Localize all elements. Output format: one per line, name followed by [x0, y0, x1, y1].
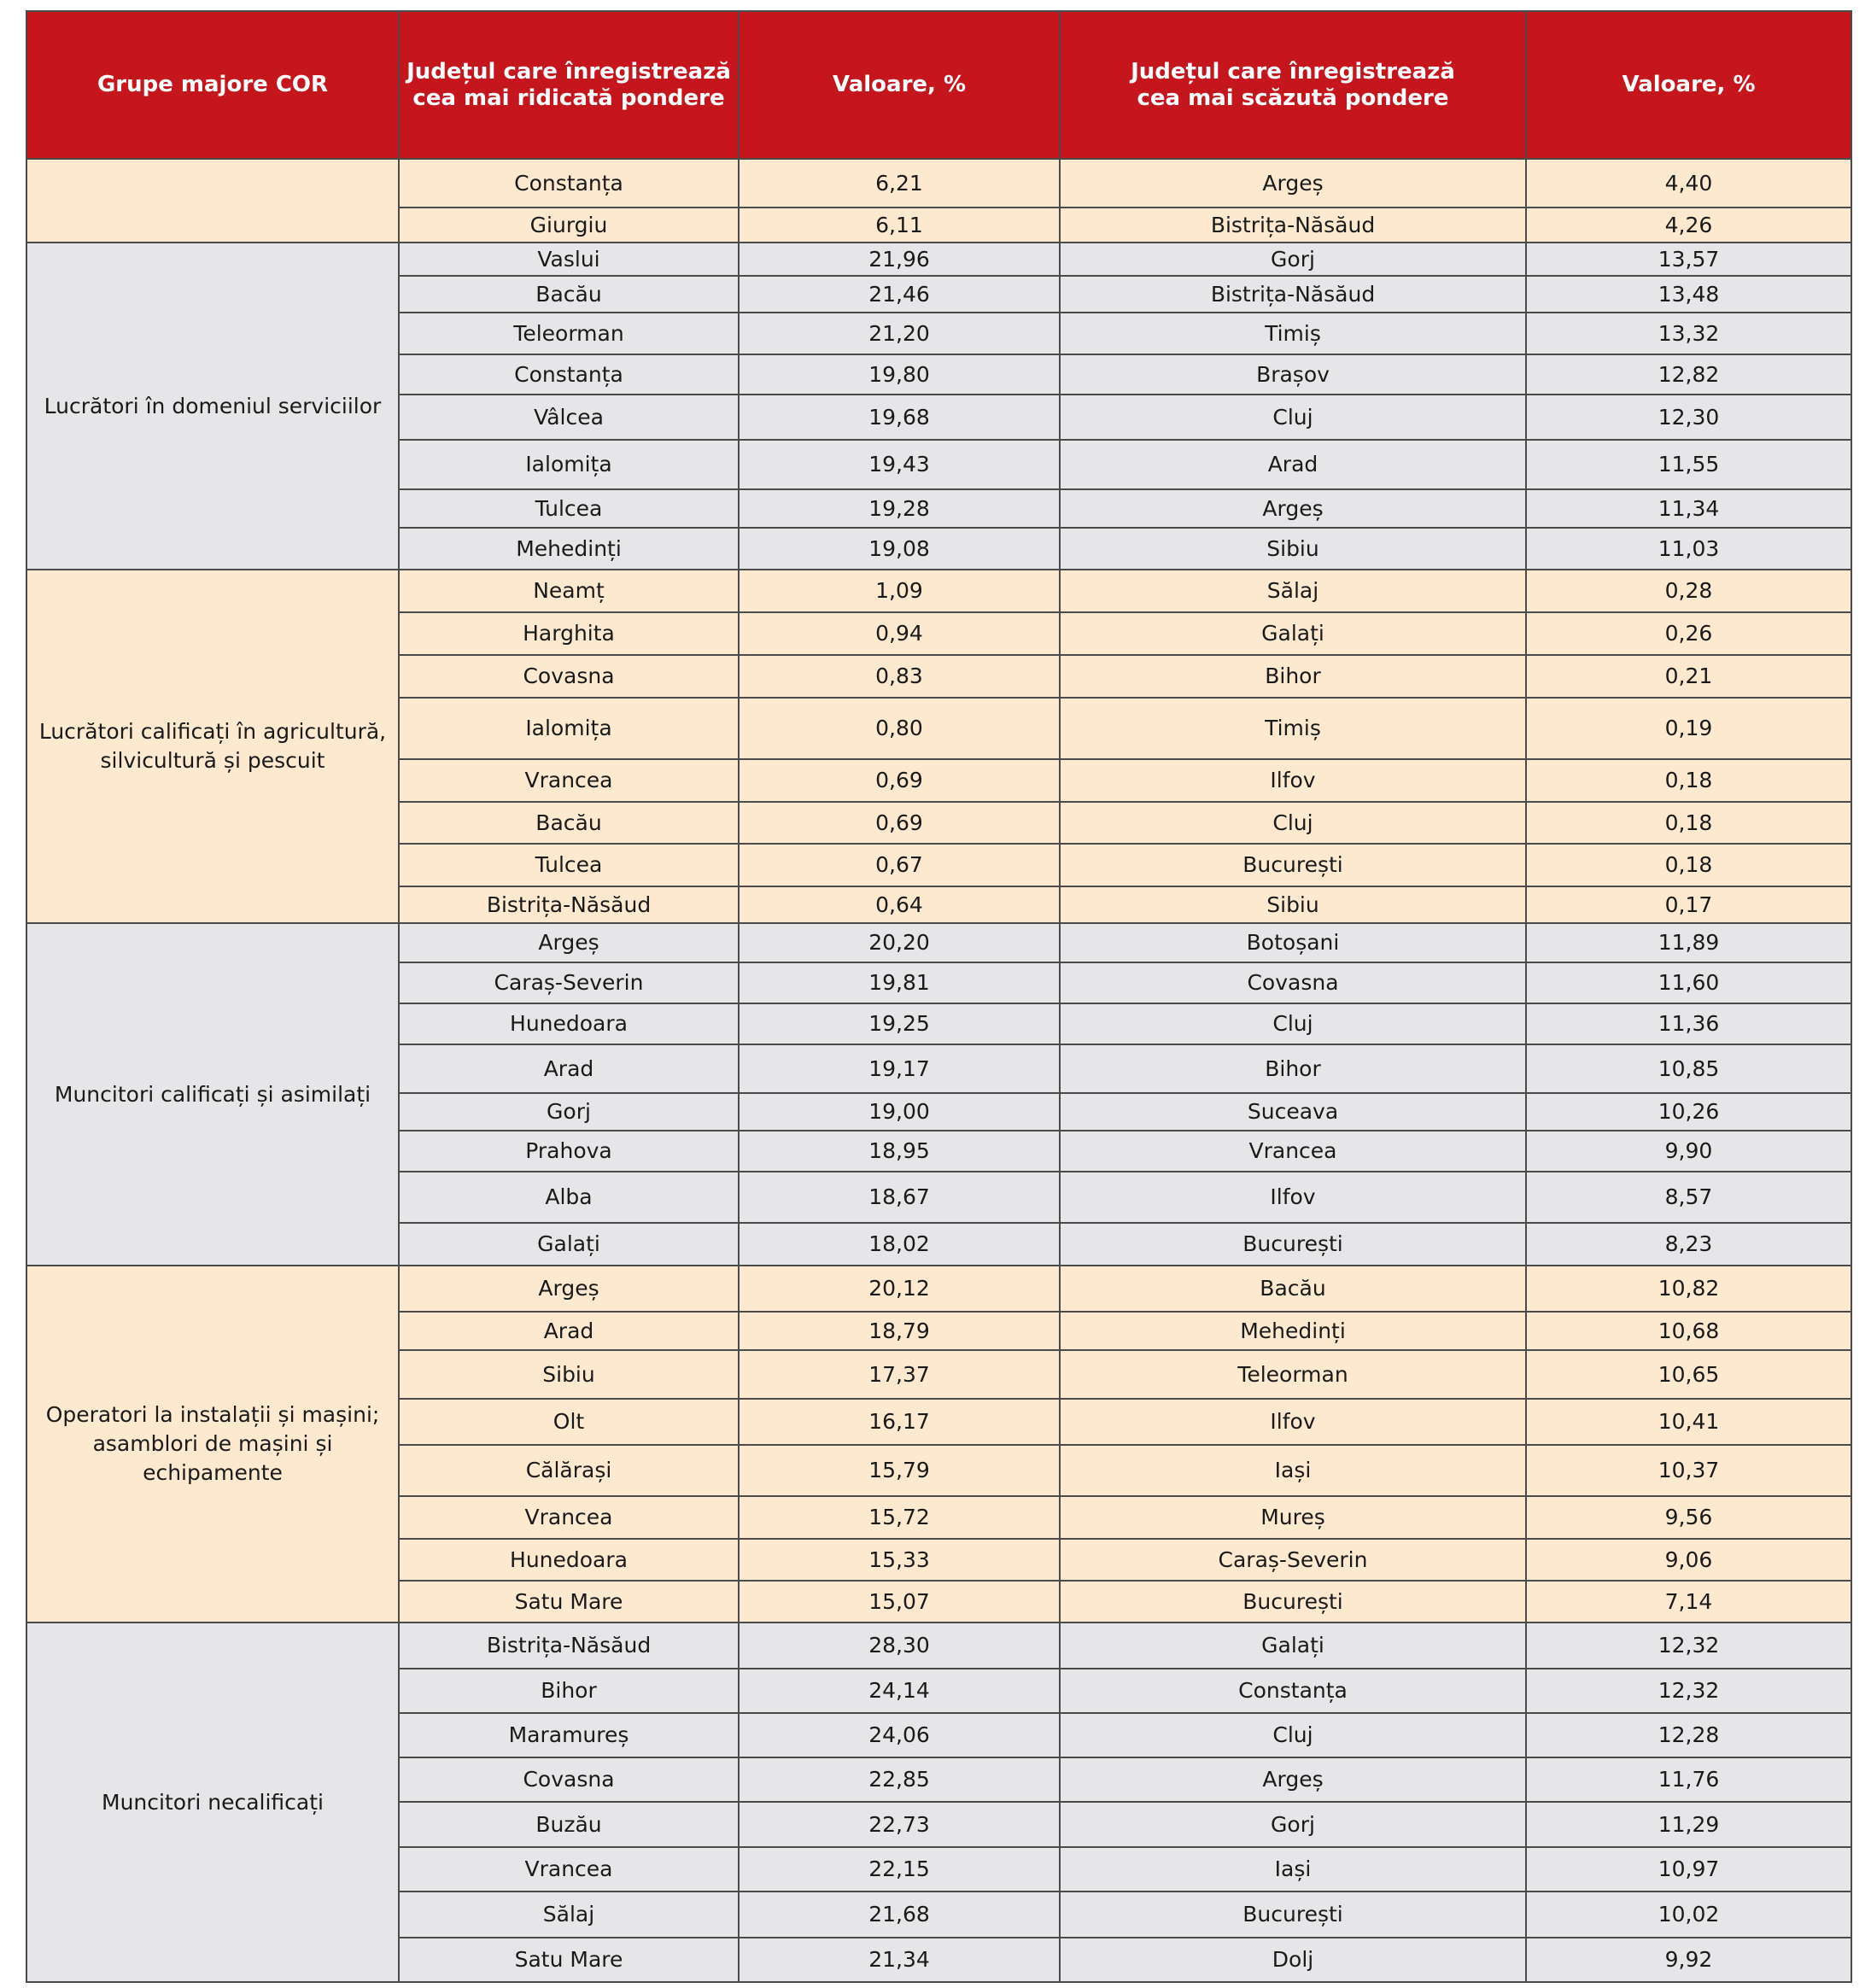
- highest-value-cell: 18,95: [739, 1131, 1060, 1172]
- highest-county-cell: Alba: [399, 1172, 739, 1223]
- highest-value-cell: 20,12: [739, 1266, 1060, 1312]
- header-lowest-county: Județul care înregistrează cea mai scăzută pondere: [1060, 11, 1526, 159]
- highest-county-cell: Galați: [399, 1223, 739, 1266]
- highest-county-cell: Bacău: [399, 276, 739, 313]
- highest-county-cell: Covasna: [399, 1757, 739, 1802]
- lowest-value-cell: 12,32: [1526, 1623, 1851, 1669]
- highest-county-cell: Bistrița-Năsăud: [399, 886, 739, 923]
- highest-county-cell: Bacău: [399, 802, 739, 844]
- header-row: [26, 11, 1851, 159]
- highest-value-cell: 15,72: [739, 1496, 1060, 1539]
- lowest-value-cell: 0,18: [1526, 759, 1851, 802]
- highest-value-cell: 19,80: [739, 354, 1060, 395]
- lowest-county-cell: Mehedinți: [1060, 1312, 1526, 1350]
- lowest-value-cell: 9,56: [1526, 1496, 1851, 1539]
- highest-value-cell: 0,94: [739, 612, 1060, 655]
- lowest-value-cell: 9,92: [1526, 1938, 1851, 1982]
- highest-county-cell: Constanța: [399, 159, 739, 208]
- header-highest-county: Județul care înregistrează cea mai ridicată pondere: [399, 11, 739, 159]
- highest-county-cell: Satu Mare: [399, 1581, 739, 1623]
- group-name-cell: [26, 159, 399, 243]
- highest-county-cell: Neamț: [399, 570, 739, 612]
- highest-county-cell: Teleorman: [399, 313, 739, 354]
- lowest-county-cell: Galați: [1060, 1623, 1526, 1669]
- lowest-value-cell: 11,36: [1526, 1003, 1851, 1044]
- highest-value-cell: 21,96: [739, 243, 1060, 276]
- highest-value-cell: 1,09: [739, 570, 1060, 612]
- lowest-value-cell: 4,26: [1526, 208, 1851, 243]
- highest-value-cell: 20,20: [739, 923, 1060, 962]
- highest-value-cell: 19,68: [739, 395, 1060, 440]
- lowest-value-cell: 12,82: [1526, 354, 1851, 395]
- highest-value-cell: 19,00: [739, 1093, 1060, 1131]
- lowest-county-cell: Caraș-Severin: [1060, 1539, 1526, 1581]
- highest-value-cell: 24,14: [739, 1669, 1060, 1713]
- highest-county-cell: Vaslui: [399, 243, 739, 276]
- group-name-cell: Lucrători în domeniul serviciilor: [26, 243, 399, 570]
- lowest-value-cell: 10,65: [1526, 1350, 1851, 1399]
- lowest-county-cell: Constanța: [1060, 1669, 1526, 1713]
- lowest-value-cell: 10,41: [1526, 1399, 1851, 1445]
- lowest-value-cell: 12,28: [1526, 1713, 1851, 1757]
- highest-county-cell: Hunedoara: [399, 1003, 739, 1044]
- lowest-county-cell: Argeș: [1060, 489, 1526, 528]
- lowest-county-cell: Iași: [1060, 1445, 1526, 1496]
- lowest-county-cell: Ilfov: [1060, 1172, 1526, 1223]
- highest-value-cell: 0,83: [739, 655, 1060, 698]
- highest-value-cell: 17,37: [739, 1350, 1060, 1399]
- lowest-county-cell: Timiș: [1060, 313, 1526, 354]
- lowest-county-cell: Argeș: [1060, 159, 1526, 208]
- lowest-county-cell: Bistrița-Năsăud: [1060, 276, 1526, 313]
- highest-county-cell: Gorj: [399, 1093, 739, 1131]
- highest-county-cell: Arad: [399, 1312, 739, 1350]
- group-name-cell: Muncitori necalificați: [26, 1623, 399, 1982]
- highest-county-cell: Maramureș: [399, 1713, 739, 1757]
- highest-value-cell: 18,02: [739, 1223, 1060, 1266]
- highest-county-cell: Covasna: [399, 655, 739, 698]
- highest-value-cell: 0,64: [739, 886, 1060, 923]
- lowest-value-cell: 13,32: [1526, 313, 1851, 354]
- table-row: [26, 1623, 1851, 1669]
- highest-county-cell: Ialomița: [399, 698, 739, 759]
- lowest-county-cell: Cluj: [1060, 1003, 1526, 1044]
- lowest-value-cell: 7,14: [1526, 1581, 1851, 1623]
- highest-county-cell: Satu Mare: [399, 1938, 739, 1982]
- lowest-value-cell: 11,29: [1526, 1802, 1851, 1847]
- lowest-value-cell: 9,90: [1526, 1131, 1851, 1172]
- highest-value-cell: 19,81: [739, 962, 1060, 1003]
- highest-county-cell: Vrancea: [399, 1496, 739, 1539]
- highest-county-cell: Tulcea: [399, 844, 739, 886]
- highest-county-cell: Argeș: [399, 923, 739, 962]
- lowest-value-cell: 10,68: [1526, 1312, 1851, 1350]
- highest-county-cell: Constanța: [399, 354, 739, 395]
- lowest-county-cell: Sibiu: [1060, 528, 1526, 570]
- highest-value-cell: 0,69: [739, 759, 1060, 802]
- lowest-value-cell: 0,17: [1526, 886, 1851, 923]
- highest-county-cell: Tulcea: [399, 489, 739, 528]
- table-row: [26, 159, 1851, 208]
- highest-value-cell: 6,11: [739, 208, 1060, 243]
- highest-county-cell: Sălaj: [399, 1892, 739, 1938]
- lowest-county-cell: Teleorman: [1060, 1350, 1526, 1399]
- lowest-value-cell: 8,57: [1526, 1172, 1851, 1223]
- lowest-value-cell: 12,32: [1526, 1669, 1851, 1713]
- highest-value-cell: 15,79: [739, 1445, 1060, 1496]
- highest-county-cell: Bihor: [399, 1669, 739, 1713]
- highest-county-cell: Vrancea: [399, 759, 739, 802]
- lowest-value-cell: 10,26: [1526, 1093, 1851, 1131]
- lowest-county-cell: Cluj: [1060, 802, 1526, 844]
- highest-county-cell: Prahova: [399, 1131, 739, 1172]
- highest-value-cell: 21,68: [739, 1892, 1060, 1938]
- lowest-value-cell: 11,03: [1526, 528, 1851, 570]
- lowest-county-cell: Bacău: [1060, 1266, 1526, 1312]
- lowest-value-cell: 0,18: [1526, 802, 1851, 844]
- highest-value-cell: 19,08: [739, 528, 1060, 570]
- lowest-county-cell: Covasna: [1060, 962, 1526, 1003]
- highest-county-cell: Buzău: [399, 1802, 739, 1847]
- highest-value-cell: 6,21: [739, 159, 1060, 208]
- lowest-value-cell: 10,02: [1526, 1892, 1851, 1938]
- table-row: [26, 923, 1851, 962]
- highest-value-cell: 19,25: [739, 1003, 1060, 1044]
- header-highest-value: Valoare, %: [739, 11, 1060, 159]
- highest-value-cell: 0,69: [739, 802, 1060, 844]
- lowest-county-cell: Botoșani: [1060, 923, 1526, 962]
- highest-value-cell: 22,15: [739, 1847, 1060, 1892]
- lowest-county-cell: Vrancea: [1060, 1131, 1526, 1172]
- highest-county-cell: Mehedinți: [399, 528, 739, 570]
- highest-county-cell: Sibiu: [399, 1350, 739, 1399]
- lowest-county-cell: Brașov: [1060, 354, 1526, 395]
- highest-value-cell: 28,30: [739, 1623, 1060, 1669]
- highest-value-cell: 24,06: [739, 1713, 1060, 1757]
- group-name-cell: Operatori la instalații și mașini; asamblori de mașini și echipamente: [26, 1266, 399, 1623]
- header-lowest-value: Valoare, %: [1526, 11, 1851, 159]
- lowest-value-cell: 11,76: [1526, 1757, 1851, 1802]
- highest-value-cell: 21,20: [739, 313, 1060, 354]
- lowest-value-cell: 0,19: [1526, 698, 1851, 759]
- highest-value-cell: 18,79: [739, 1312, 1060, 1350]
- highest-value-cell: 15,33: [739, 1539, 1060, 1581]
- group-name-cell: Muncitori calificați și asimilați: [26, 923, 399, 1266]
- highest-value-cell: 0,80: [739, 698, 1060, 759]
- lowest-county-cell: Ilfov: [1060, 759, 1526, 802]
- lowest-county-cell: Mureș: [1060, 1496, 1526, 1539]
- table-row: [26, 1266, 1851, 1312]
- highest-county-cell: Caraș-Severin: [399, 962, 739, 1003]
- lowest-county-cell: Cluj: [1060, 1713, 1526, 1757]
- table-row: [26, 243, 1851, 276]
- lowest-value-cell: 0,18: [1526, 844, 1851, 886]
- lowest-county-cell: Timiș: [1060, 698, 1526, 759]
- lowest-county-cell: Ilfov: [1060, 1399, 1526, 1445]
- lowest-value-cell: 0,26: [1526, 612, 1851, 655]
- highest-value-cell: 22,85: [739, 1757, 1060, 1802]
- lowest-value-cell: 0,28: [1526, 570, 1851, 612]
- lowest-value-cell: 10,97: [1526, 1847, 1851, 1892]
- highest-value-cell: 21,34: [739, 1938, 1060, 1982]
- lowest-county-cell: Cluj: [1060, 395, 1526, 440]
- highest-value-cell: 18,67: [739, 1172, 1060, 1223]
- lowest-county-cell: Iași: [1060, 1847, 1526, 1892]
- lowest-county-cell: Arad: [1060, 440, 1526, 489]
- highest-county-cell: Călărași: [399, 1445, 739, 1496]
- lowest-county-cell: Sălaj: [1060, 570, 1526, 612]
- table-body: [26, 159, 1851, 1982]
- highest-county-cell: Olt: [399, 1399, 739, 1445]
- lowest-county-cell: Suceava: [1060, 1093, 1526, 1131]
- highest-county-cell: Argeș: [399, 1266, 739, 1312]
- lowest-county-cell: Bistrița-Năsăud: [1060, 208, 1526, 243]
- highest-county-cell: Harghita: [399, 612, 739, 655]
- highest-value-cell: 16,17: [739, 1399, 1060, 1445]
- lowest-value-cell: 8,23: [1526, 1223, 1851, 1266]
- highest-value-cell: 22,73: [739, 1802, 1060, 1847]
- lowest-value-cell: 11,34: [1526, 489, 1851, 528]
- highest-value-cell: 21,46: [739, 276, 1060, 313]
- lowest-county-cell: Gorj: [1060, 243, 1526, 276]
- lowest-value-cell: 13,57: [1526, 243, 1851, 276]
- lowest-value-cell: 4,40: [1526, 159, 1851, 208]
- lowest-county-cell: București: [1060, 1892, 1526, 1938]
- lowest-county-cell: București: [1060, 1223, 1526, 1266]
- highest-value-cell: 19,17: [739, 1044, 1060, 1093]
- highest-county-cell: Arad: [399, 1044, 739, 1093]
- lowest-county-cell: Galați: [1060, 612, 1526, 655]
- highest-county-cell: Hunedoara: [399, 1539, 739, 1581]
- lowest-county-cell: Dolj: [1060, 1938, 1526, 1982]
- group-name-cell: Lucrători calificați în agricultură, silvicultură și pescuit: [26, 570, 399, 923]
- lowest-value-cell: 12,30: [1526, 395, 1851, 440]
- highest-county-cell: Ialomița: [399, 440, 739, 489]
- highest-county-cell: Vrancea: [399, 1847, 739, 1892]
- lowest-value-cell: 9,06: [1526, 1539, 1851, 1581]
- lowest-county-cell: Bihor: [1060, 1044, 1526, 1093]
- lowest-county-cell: Sibiu: [1060, 886, 1526, 923]
- highest-value-cell: 19,28: [739, 489, 1060, 528]
- highest-county-cell: Bistrița-Năsăud: [399, 1623, 739, 1669]
- lowest-county-cell: București: [1060, 844, 1526, 886]
- highest-value-cell: 19,43: [739, 440, 1060, 489]
- lowest-county-cell: Argeș: [1060, 1757, 1526, 1802]
- lowest-value-cell: 13,48: [1526, 276, 1851, 313]
- lowest-value-cell: 11,60: [1526, 962, 1851, 1003]
- highest-county-cell: Giurgiu: [399, 208, 739, 243]
- header-group: Grupe majore COR: [26, 11, 399, 159]
- lowest-value-cell: 11,89: [1526, 923, 1851, 962]
- lowest-value-cell: 10,37: [1526, 1445, 1851, 1496]
- highest-value-cell: 0,67: [739, 844, 1060, 886]
- cor-groups-table: [26, 10, 1852, 1983]
- lowest-value-cell: 10,85: [1526, 1044, 1851, 1093]
- table-row: [26, 570, 1851, 612]
- lowest-value-cell: 0,21: [1526, 655, 1851, 698]
- lowest-county-cell: Bihor: [1060, 655, 1526, 698]
- lowest-county-cell: București: [1060, 1581, 1526, 1623]
- highest-county-cell: Vâlcea: [399, 395, 739, 440]
- lowest-value-cell: 11,55: [1526, 440, 1851, 489]
- lowest-value-cell: 10,82: [1526, 1266, 1851, 1312]
- lowest-county-cell: Gorj: [1060, 1802, 1526, 1847]
- highest-value-cell: 15,07: [739, 1581, 1060, 1623]
